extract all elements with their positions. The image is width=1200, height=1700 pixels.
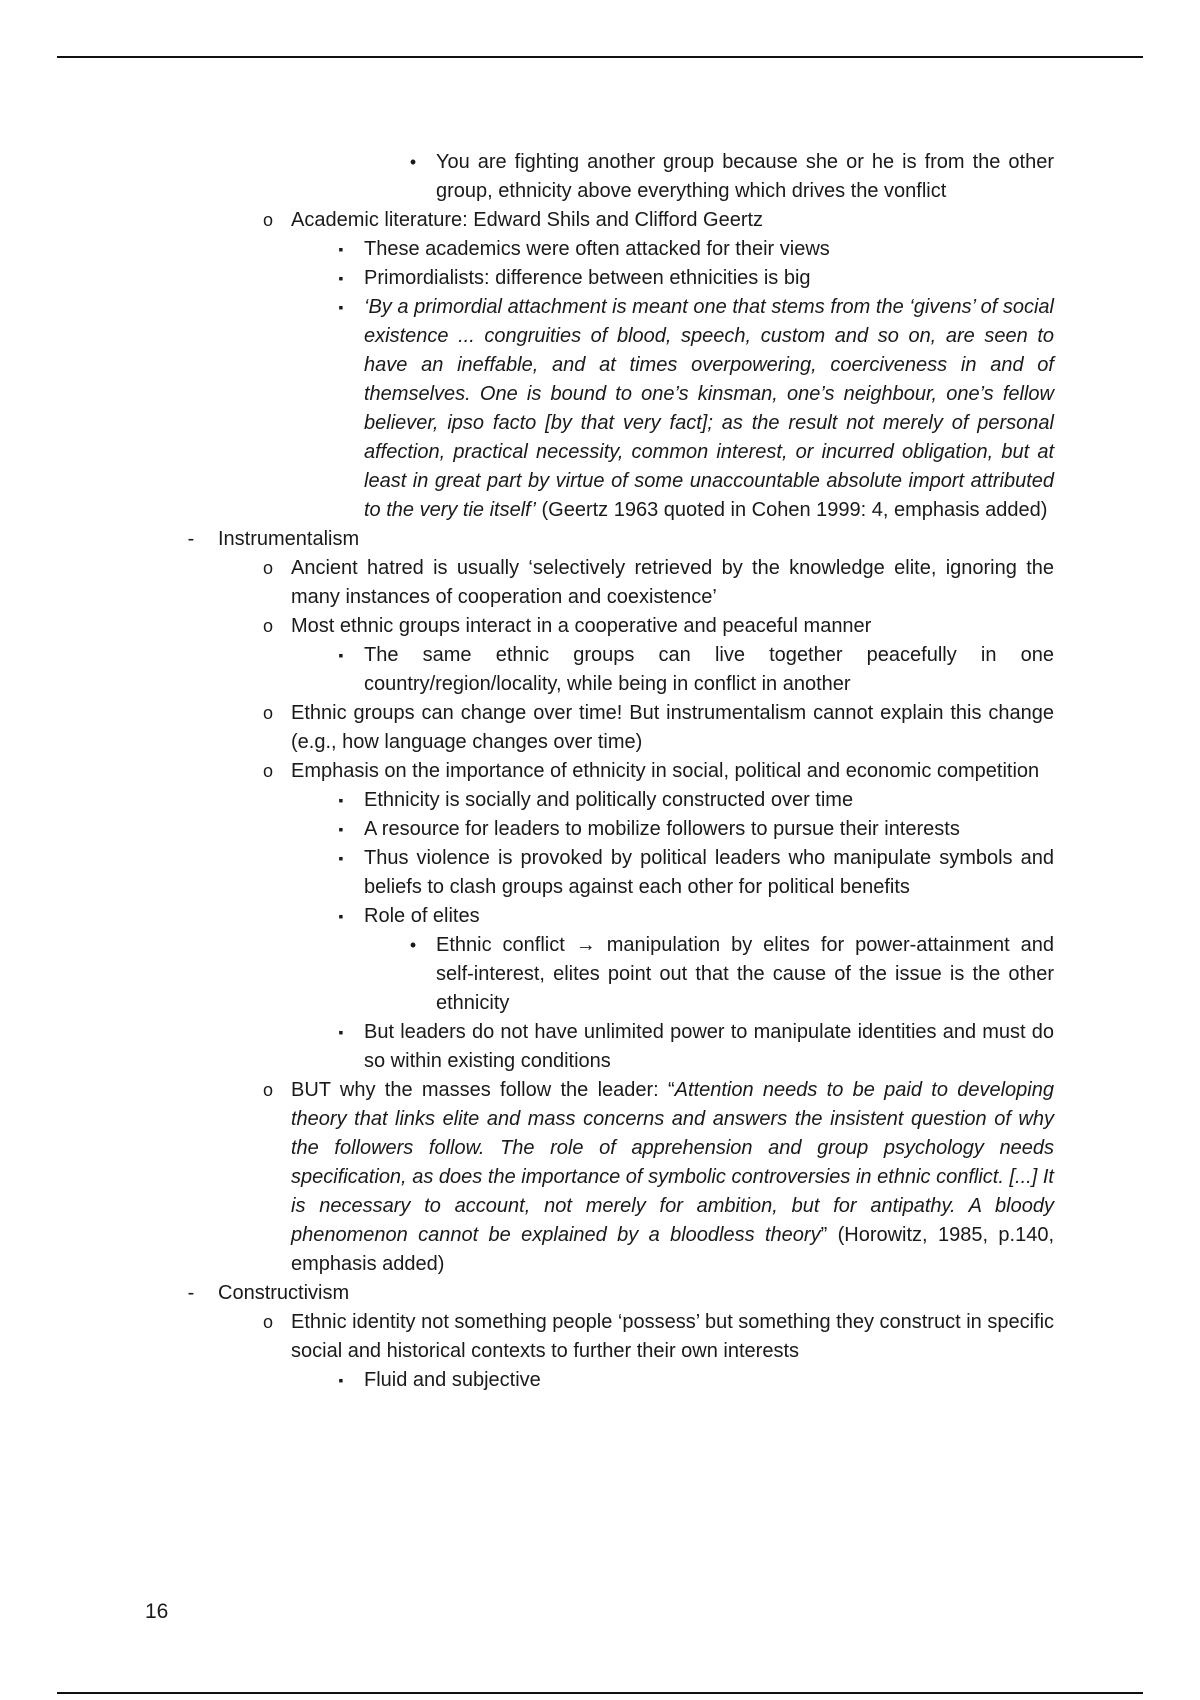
outline-item-level-2: [262, 612, 1054, 641]
document-body: [0, 148, 1200, 1395]
outline-item-level-3: [338, 264, 1054, 293]
outline-item-level-3: [338, 786, 1054, 815]
item-text: Ethnic groups can change over time! But instrumentalism cannot explain this change (e.g., how language changes over time): [291, 702, 1054, 753]
hollow-circle-bullet-icon: o: [262, 1312, 273, 1332]
hollow-circle-bullet-icon: o: [262, 1080, 273, 1100]
hollow-circle-bullet-icon: o: [262, 703, 273, 723]
dash-bullet-icon: -: [187, 528, 195, 550]
hollow-circle-bullet-icon: o: [262, 761, 273, 781]
item-text: But leaders do not have unlimited power to manipulate identities and must do so within existing conditions: [364, 1021, 1054, 1072]
hollow-circle-bullet-icon: o: [262, 616, 273, 636]
square-bullet-icon: ▪: [338, 792, 344, 808]
dash-bullet-icon: -: [187, 1282, 195, 1304]
square-bullet-icon: ▪: [338, 1372, 344, 1388]
square-bullet-icon: ▪: [338, 270, 344, 286]
quotation-text: Attention needs to be paid to developing theory that links elite and mass concerns and answers the insistent question of why the followers follow. The role of apprehension and group psychology needs specification, as does the importance of symbolic controversies in ethnic conflict. [...] It is necessary to account, not merely for ambition, but for antipathy. A bloody phenomenon cannot be explained by a bloodless theory: [291, 1079, 1054, 1246]
outline-item-level-1: [187, 1279, 1054, 1308]
round-bullet-icon: •: [409, 935, 417, 955]
item-text: Ethnicity is socially and politically constructed over time: [364, 789, 854, 811]
item-text: The same ethnic groups can live together peacefully in one country/region/locality, while being in conflict in another: [364, 644, 1054, 695]
outline-item-level-2: [262, 1076, 1054, 1279]
item-text: You are fighting another group because she or he is from the other group, ethnicity above everything which drives the vonflict: [436, 151, 1054, 202]
square-bullet-icon: ▪: [338, 299, 344, 315]
item-text: Constructivism: [218, 1282, 350, 1304]
quotation-text: ‘By a primordial attachment is meant one that stems from the ‘givens’ of social existence ... congruities of blood, speech, custom and so on, are seen to have an ineffable, and at times overpowering, coerciveness in and of themselves. One is bound to one’s kinsman, one’s neighbour, one’s fellow believer, ipso facto [by that very fact]; as the result not merely of personal affection, practical necessity, common interest, or incurred obligation, but at least in great part by virtue of some unaccountable absolute import attributed to the very tie itself’: [364, 296, 1054, 521]
outline-item-level-2: [262, 699, 1054, 757]
item-text: Instrumentalism: [218, 528, 360, 550]
item-text: Ethnic identity not something people ‘possess’ but something they construct in specific social and historical contexts to further their own interests: [291, 1311, 1055, 1362]
square-bullet-icon: ▪: [338, 241, 344, 257]
outline-item-level-2: [262, 1308, 1055, 1366]
square-bullet-icon: ▪: [338, 850, 344, 866]
item-text: Thus violence is provoked by political leaders who manipulate symbols and beliefs to clash groups against each other for political benefits: [364, 847, 1054, 898]
item-text: Fluid and subjective: [364, 1369, 541, 1391]
outline-item-level-3: [338, 641, 1054, 699]
item-text: Ancient hatred is usually ‘selectively retrieved by the knowledge elite, ignoring the many instances of cooperation and coexistence’: [291, 557, 1054, 608]
item-text: Academic literature: Edward Shils and Clifford Geertz: [291, 209, 764, 231]
square-bullet-icon: ▪: [338, 821, 344, 837]
item-text: Role of elites: [364, 905, 480, 927]
hollow-circle-bullet-icon: o: [262, 558, 273, 578]
outline-item-level-4: [409, 931, 1054, 1018]
outline-item-level-3: [338, 235, 1054, 264]
item-text: A resource for leaders to mobilize followers to pursue their interests: [364, 818, 960, 840]
outline-item-level-3: [338, 815, 1054, 844]
citation-text: ” (Horowitz, 1985, p.140, emphasis added): [291, 1224, 1054, 1275]
square-bullet-icon: ▪: [338, 647, 344, 663]
outline-item-level-3: [338, 844, 1054, 902]
round-bullet-icon: •: [409, 152, 417, 172]
outline-item-level-2: [262, 554, 1054, 612]
outline-item-level-2: [262, 206, 1054, 235]
outline-item-level-4: [409, 148, 1054, 206]
hollow-circle-bullet-icon: o: [262, 210, 273, 230]
item-text: Emphasis on the importance of ethnicity in social, political and economic competition: [291, 760, 1040, 782]
square-bullet-icon: ▪: [338, 908, 344, 924]
outline-item-level-3: [338, 1366, 1054, 1395]
outline-item-level-3: [338, 1018, 1054, 1076]
item-text: These academics were often attacked for their views: [364, 238, 830, 260]
citation-text: (Geertz 1963 quoted in Cohen 1999: 4, emphasis added): [535, 499, 1048, 521]
item-text: BUT why the masses follow the leader: “: [291, 1079, 675, 1101]
footer-rule: [57, 1692, 1143, 1694]
outline-item-level-3: [338, 902, 1054, 931]
header-rule: [57, 56, 1143, 58]
item-text: Most ethnic groups interact in a cooperative and peaceful manner: [291, 615, 872, 637]
outline-item-level-3: [338, 293, 1054, 525]
item-text: Primordialists: difference between ethnicities is big: [364, 267, 811, 289]
page-number: 16: [145, 1600, 169, 1623]
outline-item-level-2: [262, 757, 1054, 786]
outline-item-level-1: [187, 525, 1054, 554]
square-bullet-icon: ▪: [338, 1024, 344, 1040]
item-text: Ethnic conflict → manipulation by elites for power-attainment and self-interest, elites point out that the cause of the issue is the other ethnicity: [436, 934, 1054, 1014]
